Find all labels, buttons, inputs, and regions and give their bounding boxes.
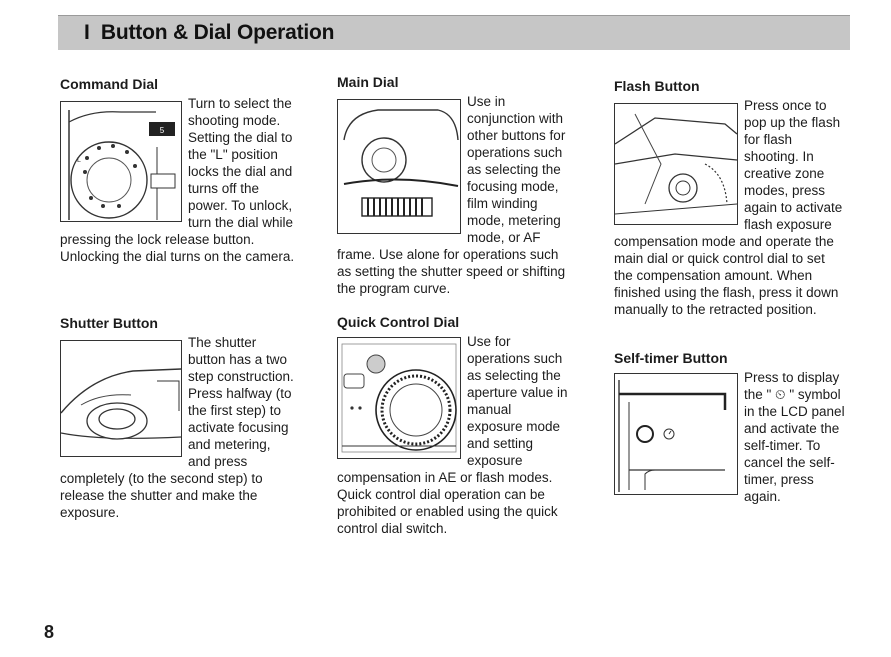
- flash-button-title: Flash Button: [614, 78, 700, 94]
- self-timer-button-description: Press to display the " ⏲ " symbol in the LCD panel and activate the self-timer. To cancel the self-timer, press again.: [744, 370, 845, 504]
- quick-control-dial-illustration: [337, 337, 461, 459]
- svg-text:L: L: [77, 157, 81, 164]
- main-dial-title: Main Dial: [337, 74, 399, 90]
- main-dial-illustration: [337, 99, 461, 234]
- flash-button-illustration: [614, 103, 738, 225]
- main-dial-description: Use in conjunction with other buttons for operations such as selecting the focusing mode, film winding mode, metering mode, or AF frame. Use alone for operations such as setting the shutter speed or shifting the program curve.: [337, 94, 566, 296]
- self-timer-button-title: Self-timer Button: [614, 350, 728, 366]
- command-dial-illustration: [60, 101, 182, 222]
- section-heading: Button & Dial Operation: [100, 21, 335, 44]
- section-header-bar: [58, 15, 850, 50]
- page-number: 8: [44, 622, 55, 642]
- shutter-button-title: Shutter Button: [60, 315, 158, 331]
- section-marker: I: [84, 21, 90, 44]
- self-timer-button-illustration: [614, 373, 738, 495]
- quick-control-dial-description: Use for operations such as selecting the aperture value in manual exposure mode and setting exposure compensation in AE or flash modes. Quick control dial operation can be prohibited or enabled using the quick control dial switch.: [337, 334, 568, 536]
- flash-button-description: Press once to pop up the flash for flash shooting. In creative zone modes, press again to activate flash exposure compensation mode and operate the main dial or quick control dial to set the compensation amount. When finished using the flash, press it down manually to the retracted position.: [614, 98, 843, 317]
- shutter-button-description: The shutter button has a two step construction. Press halfway (to the first step) to activate focusing and metering, and press completely (to the second step) to release the shutter and make the exposure.: [60, 335, 294, 520]
- command-dial-title: Command Dial: [60, 76, 159, 92]
- quick-control-dial-section: [337, 314, 569, 537]
- section-title: [84, 21, 334, 45]
- shutter-button-section: [60, 315, 295, 521]
- quick-control-dial-title: Quick Control Dial: [337, 314, 460, 330]
- command-dial-description: Turn to select the shooting mode. Setting the dial to the "L" position locks the dial and turns off the power. To unlock, turn the dial while pressing the lock release button. Unlocking the dial turns on the camera.: [60, 96, 295, 264]
- svg-text:5: 5: [159, 126, 165, 135]
- main-dial-section: [337, 74, 569, 297]
- command-dial-section: [60, 76, 295, 265]
- flash-button-section: [614, 78, 846, 318]
- self-timer-button-section: [614, 350, 846, 505]
- shutter-button-illustration: [60, 340, 182, 457]
